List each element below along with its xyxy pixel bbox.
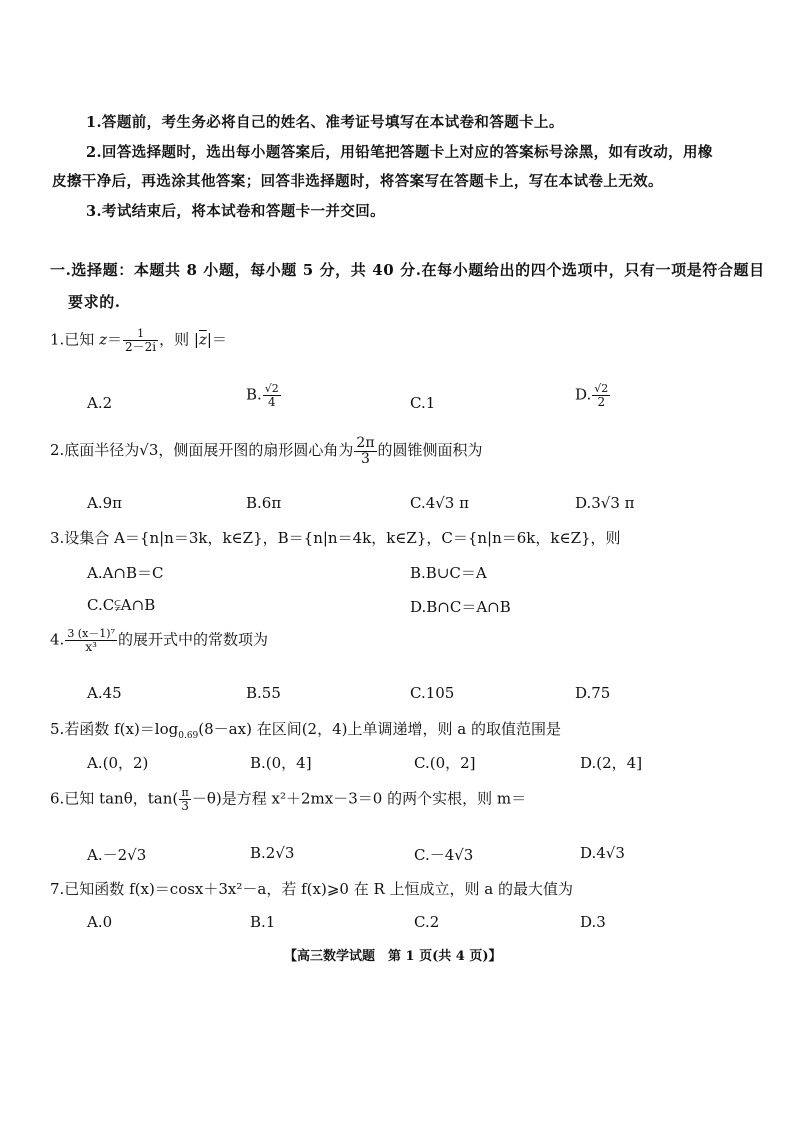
question-6 <box>50 787 526 812</box>
q7-option-a: A.0 <box>87 913 113 931</box>
q5-option-a: A.(0，2) <box>87 754 149 772</box>
q6-option-b: B.2√3 <box>250 844 295 862</box>
note-2: 2.回答选择题时，选出每小题答案后，用铅笔把答题卡上对应的答案标号涂黑，如有改动，用橡 <box>86 144 713 161</box>
q2-post: 的圆锥侧面积为 <box>377 441 483 460</box>
q6-num: π <box>179 787 191 800</box>
q6-pre: 6.已知 tanθ，tan( <box>50 789 179 808</box>
question-4 <box>50 628 268 653</box>
q7-option-b: B.1 <box>250 913 276 931</box>
q4-pre: 4. <box>50 630 65 649</box>
q1-d-num: √2 <box>594 382 609 395</box>
q4-post: 的展开式中的常数项为 <box>118 630 269 649</box>
q5-pre: 5.若函数 f(x)＝log <box>50 720 179 738</box>
q1-z: z <box>99 330 107 349</box>
q1-option-b <box>246 383 282 408</box>
q6-post: －θ)是方程 x²＋2mx－3＝0 的两个实根，则 m＝ <box>191 789 527 808</box>
q6-den: 3 <box>181 798 189 813</box>
q1-fraction <box>123 328 158 353</box>
q5-option-b: B.(0，4] <box>250 754 312 772</box>
q1-end: |＝ <box>206 330 227 349</box>
q1-d-den: 2 <box>597 394 606 409</box>
question-5 <box>50 718 561 741</box>
q1-zbar: $\overline{z}$ <box>198 330 207 349</box>
q4-den: x³ <box>85 639 97 654</box>
q3-option-c: C.C⫋A∩B <box>87 596 156 614</box>
q7-option-c: C.2 <box>414 913 440 931</box>
q1-b-num: √2 <box>264 382 279 395</box>
section-heading: 一.选择题：本题共 8 小题，每小题 5 分，共 40 分.在每小题给出的四个选项中，只有一项是符合题目 <box>50 261 765 279</box>
q1-pre: 1.已知 <box>50 330 100 349</box>
q6-option-d: D.4√3 <box>580 844 625 862</box>
q4-option-a: A.45 <box>87 684 122 702</box>
q5-log-base: 0.69 <box>178 731 199 741</box>
q4-num: 3 (x－1)⁷ <box>67 627 116 640</box>
page-footer: 【高三数学试题 第 1 页(共 4 页)】 <box>284 949 502 964</box>
q2-option-a: A.9π <box>87 494 123 512</box>
q2-den: 3 <box>361 450 370 467</box>
q5-option-d: D.(2，4] <box>580 754 643 772</box>
q1-post: ，则 | <box>159 330 199 349</box>
q2-option-c: C.4√3 π <box>410 494 469 512</box>
q5-option-c: C.(0，2] <box>414 754 476 772</box>
q6-option-c: C.－4√3 <box>414 846 474 864</box>
q3-option-a: A.A∩B＝C <box>87 564 164 582</box>
note-3: 3.考试结束后，将本试卷和答题卡一并交回。 <box>86 203 386 220</box>
q6-option-a: A.－2√3 <box>87 846 147 864</box>
q2-fraction <box>354 436 376 466</box>
q7-option-d: D.3 <box>580 913 606 931</box>
q1-den: 2－2i <box>125 339 157 354</box>
q1-option-a: A.2 <box>87 394 113 412</box>
q1-option-c: C.1 <box>410 394 436 412</box>
question-3: 3.设集合 A＝{n|n＝3k，k∈Z}，B＝{n|n＝4k，k∈Z}，C＝{n|n＝6k，k∈Z}，则 <box>50 529 621 547</box>
note-1: 1.答题前，考生务必将自己的姓名、准考证号填写在本试卷和答题卡上。 <box>86 114 564 131</box>
question-7: 7.已知函数 f(x)＝cosx＋3x²－a，若 f(x)⩾0 在 R 上恒成立，则 a 的最大值为 <box>50 880 574 898</box>
q1-b-fraction <box>263 383 281 408</box>
q1-b-pre: B. <box>246 385 262 404</box>
q2-num: 2π <box>356 435 375 451</box>
question-1 <box>50 328 227 353</box>
q1-option-d <box>575 383 611 408</box>
question-2 <box>50 436 483 466</box>
q1-num: 1 <box>123 328 158 341</box>
q4-fraction <box>65 628 117 653</box>
q4-option-b: B.55 <box>246 684 281 702</box>
q2-pre: 2.底面半径为√3，侧面展开图的扇形圆心角为 <box>50 441 354 460</box>
q1-b-den: 4 <box>267 394 276 409</box>
q1-d-fraction <box>592 383 610 408</box>
q2-option-b: B.6π <box>246 494 282 512</box>
q3-option-b: B.B∪C＝A <box>410 564 487 582</box>
q3-option-d: D.B∩C＝A∩B <box>410 598 511 616</box>
q4-option-d: D.75 <box>575 684 611 702</box>
q1-eq: ＝ <box>107 330 123 349</box>
note-2-cont: 皮擦干净后，再选涂其他答案；回答非选择题时，将答案写在答题卡上，写在本试卷上无效。 <box>52 173 663 190</box>
q1-d-pre: D. <box>575 385 592 404</box>
q5-post: (8－ax) 在区间(2，4)上单调递增，则 a 的取值范围是 <box>198 720 561 738</box>
q2-option-d: D.3√3 π <box>575 494 635 512</box>
section-heading-cont: 要求的. <box>68 293 121 311</box>
q4-option-c: C.105 <box>410 684 455 702</box>
q6-fraction <box>179 787 191 812</box>
